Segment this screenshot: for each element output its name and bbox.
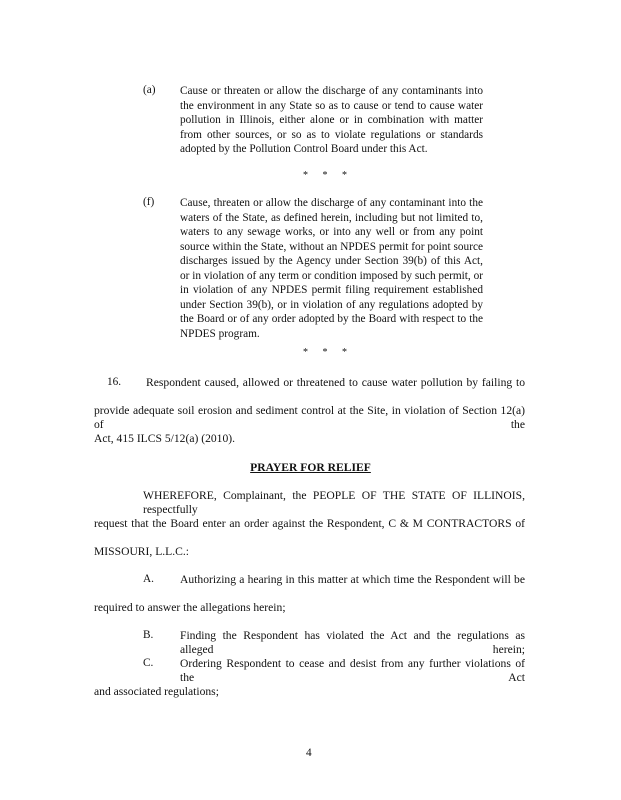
section-heading: PRAYER FOR RELIEF bbox=[250, 461, 371, 474]
text-line: source within the State, without an NPDES permit for point source bbox=[180, 240, 483, 253]
text-line: or in violation of any term or condition imposed by such permit, or bbox=[180, 269, 483, 282]
text-line: waters to any sewage works, or into any well or from any point bbox=[180, 226, 483, 238]
subsection-label: (a) bbox=[143, 84, 156, 96]
text-line: under Section 39(b), or in violation of any regulations adopted by bbox=[180, 298, 483, 311]
text-line: discharges issued by the Agency under Section 39(b) of this Act, bbox=[180, 255, 483, 267]
text-line: provide adequate soil erosion and sediment control at the Site, in violation of Section 12(a) of the bbox=[94, 404, 525, 431]
text-line: the Board or of any order adopted by the Board with respect to the bbox=[180, 313, 483, 325]
item-label: C. bbox=[143, 657, 154, 669]
text-line: MISSOURI, L.L.C.: bbox=[94, 545, 190, 558]
text-line: adopted by the Pollution Control Board under this Act. bbox=[180, 143, 428, 155]
text-line: WHEREFORE, Complainant, the PEOPLE OF THE STATE OF ILLINOIS, respectfully bbox=[143, 489, 525, 516]
text-line: Cause, threaten or allow the discharge of any contaminant into the bbox=[180, 197, 483, 209]
text-line: Act, 415 ILCS 5/12(a) (2010). bbox=[94, 432, 236, 445]
text-line: Ordering Respondent to cease and desist from any further violations of the Act bbox=[180, 657, 525, 684]
ellipsis: * * * bbox=[303, 347, 353, 358]
ellipsis: * * * bbox=[303, 170, 353, 181]
text-line: and associated regulations; bbox=[94, 685, 219, 698]
item-label: A. bbox=[143, 573, 154, 585]
page-number: 4 bbox=[306, 747, 312, 759]
subsection-label: (f) bbox=[143, 196, 155, 208]
text-line: Authorizing a hearing in this matter at which time the Respondent will be bbox=[180, 573, 525, 586]
text-line: the environment in any State so as to cause or tend to cause water bbox=[180, 99, 483, 112]
paragraph-number: 16. bbox=[107, 376, 122, 388]
text-line: Respondent caused, allowed or threatened to cause water pollution by failing to bbox=[146, 376, 525, 389]
text-line: Finding the Respondent has violated the Act and the regulations as alleged herein; bbox=[180, 629, 525, 656]
text-line: from other sources, or so as to violate regulations or standards bbox=[180, 128, 483, 141]
item-label: B. bbox=[143, 629, 154, 641]
text-line: request that the Board enter an order against the Respondent, C & M CONTRACTORS of bbox=[94, 517, 525, 530]
text-line: NPDES program. bbox=[180, 327, 260, 340]
text-line: required to answer the allegations herein; bbox=[94, 601, 286, 614]
text-line: Cause or threaten or allow the discharge of any contaminants into bbox=[180, 85, 483, 97]
text-line: pollution in Illinois, either alone or in combination with matter bbox=[180, 114, 483, 126]
text-line: in violation of any NPDES permit filing requirement established bbox=[180, 284, 483, 296]
text-line: waters of the State, as defined herein, including but not limited to, bbox=[180, 211, 483, 224]
